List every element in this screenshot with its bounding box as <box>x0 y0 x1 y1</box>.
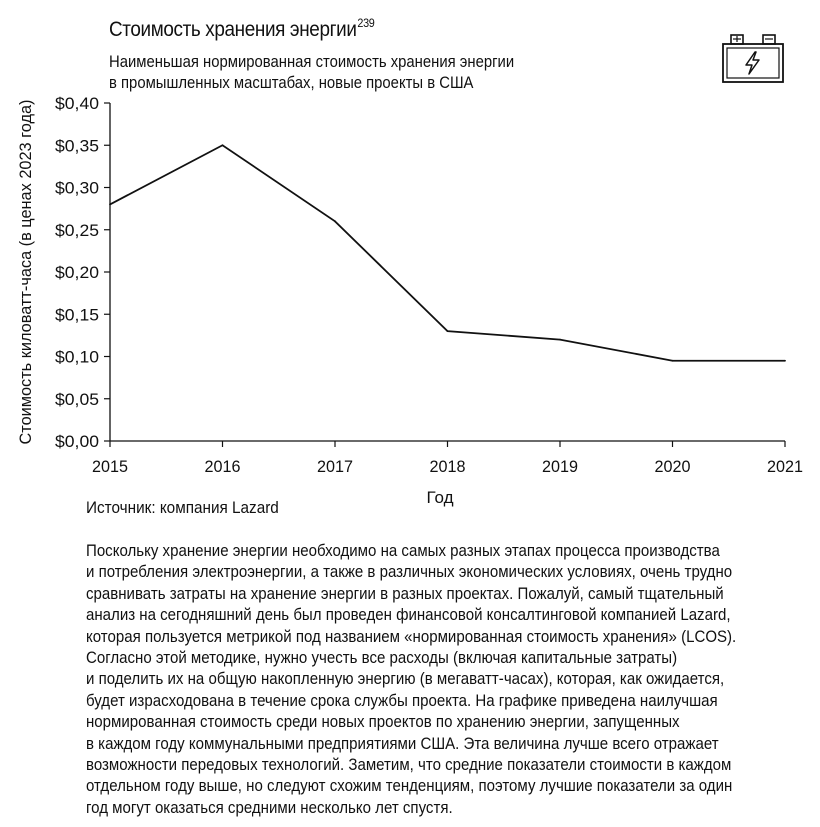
source-note: Источник: компания Lazard <box>86 498 279 517</box>
chart-title: Стоимость хранения энергии$^{239}$ <box>109 16 375 41</box>
subtitle-line: в промышленных масштабах, новые проекты в США <box>109 74 474 92</box>
body-line: и потребления электроэнергии, а также в различных экономических условиях, очень трудно <box>86 562 733 582</box>
subtitle-line: Наименьшая нормированная стоимость хранения энергии <box>109 53 515 71</box>
data-point <box>559 339 561 341</box>
body-line: нормированная стоимость среди новых проектов по хранению энергии, запущенных <box>86 712 680 732</box>
series-line <box>110 145 785 360</box>
data-point <box>447 330 449 332</box>
x-tick-label: 2021 <box>767 457 803 476</box>
footnote-marker: 239 <box>357 16 375 30</box>
y-tick-label: $0,05 <box>55 389 99 409</box>
body-line: возможности передовых технологий. Заметим, что средние показатели стоимости в каждом <box>86 755 732 775</box>
y-tick-label: $0,20 <box>55 263 99 282</box>
y-tick-label: $0,25 <box>55 220 99 240</box>
x-tick-label: 2019 <box>542 457 578 476</box>
body-line: анализ на сегодняшний день был проведен финансовой консалтинговой компанией Lazard, <box>86 605 731 625</box>
data-point <box>784 360 786 362</box>
data-point <box>672 360 674 362</box>
body-line: отдельном году выше, но следуют схожим тенденциям, поэтому лучшие показатели за один <box>86 776 733 796</box>
body-line: Согласно этой методике, нужно учесть все расходы (включая капитальные затраты) <box>86 648 678 668</box>
y-tick-label: $0,10 <box>55 347 99 367</box>
body-line: в каждом году коммунальными предприятиями США. Эта величина лучше всего отражает <box>86 733 719 753</box>
data-point <box>222 144 224 146</box>
body-line: год могут оказаться средними несколько лет спустя. <box>86 797 453 817</box>
data-point <box>334 220 336 222</box>
body-paragraph <box>86 540 776 818</box>
x-axis-label: Год <box>426 488 454 507</box>
y-tick-label: $0,35 <box>55 136 99 156</box>
y-tick-label: $0,00 <box>55 432 99 451</box>
body-line: будет израсходована в течение срока службы проекта. На графике приведена наилучшая <box>86 690 718 710</box>
x-tick-label: 2018 <box>429 457 466 476</box>
y-tick-label: $0,30 <box>55 178 99 198</box>
x-tick-label: 2020 <box>654 457 691 476</box>
x-tick-label: 2016 <box>204 457 241 476</box>
body-line: сравнивать затраты на хранение энергии в разных проектах. Пожалуй, самый тщательный <box>86 583 724 603</box>
y-tick-label: $0,15 <box>55 305 99 325</box>
data-point <box>109 204 111 206</box>
body-line: Поскольку хранение энергии необходимо на самых разных этапах процесса производства <box>86 541 720 560</box>
y-tick-label: $0,40 <box>55 94 99 113</box>
body-line: которая пользуется метрикой под названием «нормированная стоимость хранения» (LCOS). <box>86 626 737 646</box>
x-tick-label: 2015 <box>92 457 128 476</box>
body-line: и поделить их на общую накопленную энергию (в мегаватт-часах), которая, как ожидается, <box>86 669 725 689</box>
y-axis-label: Стоимость киловатт-часа (в ценах 2023 года) <box>16 85 35 445</box>
x-tick-label: 2017 <box>317 457 353 476</box>
